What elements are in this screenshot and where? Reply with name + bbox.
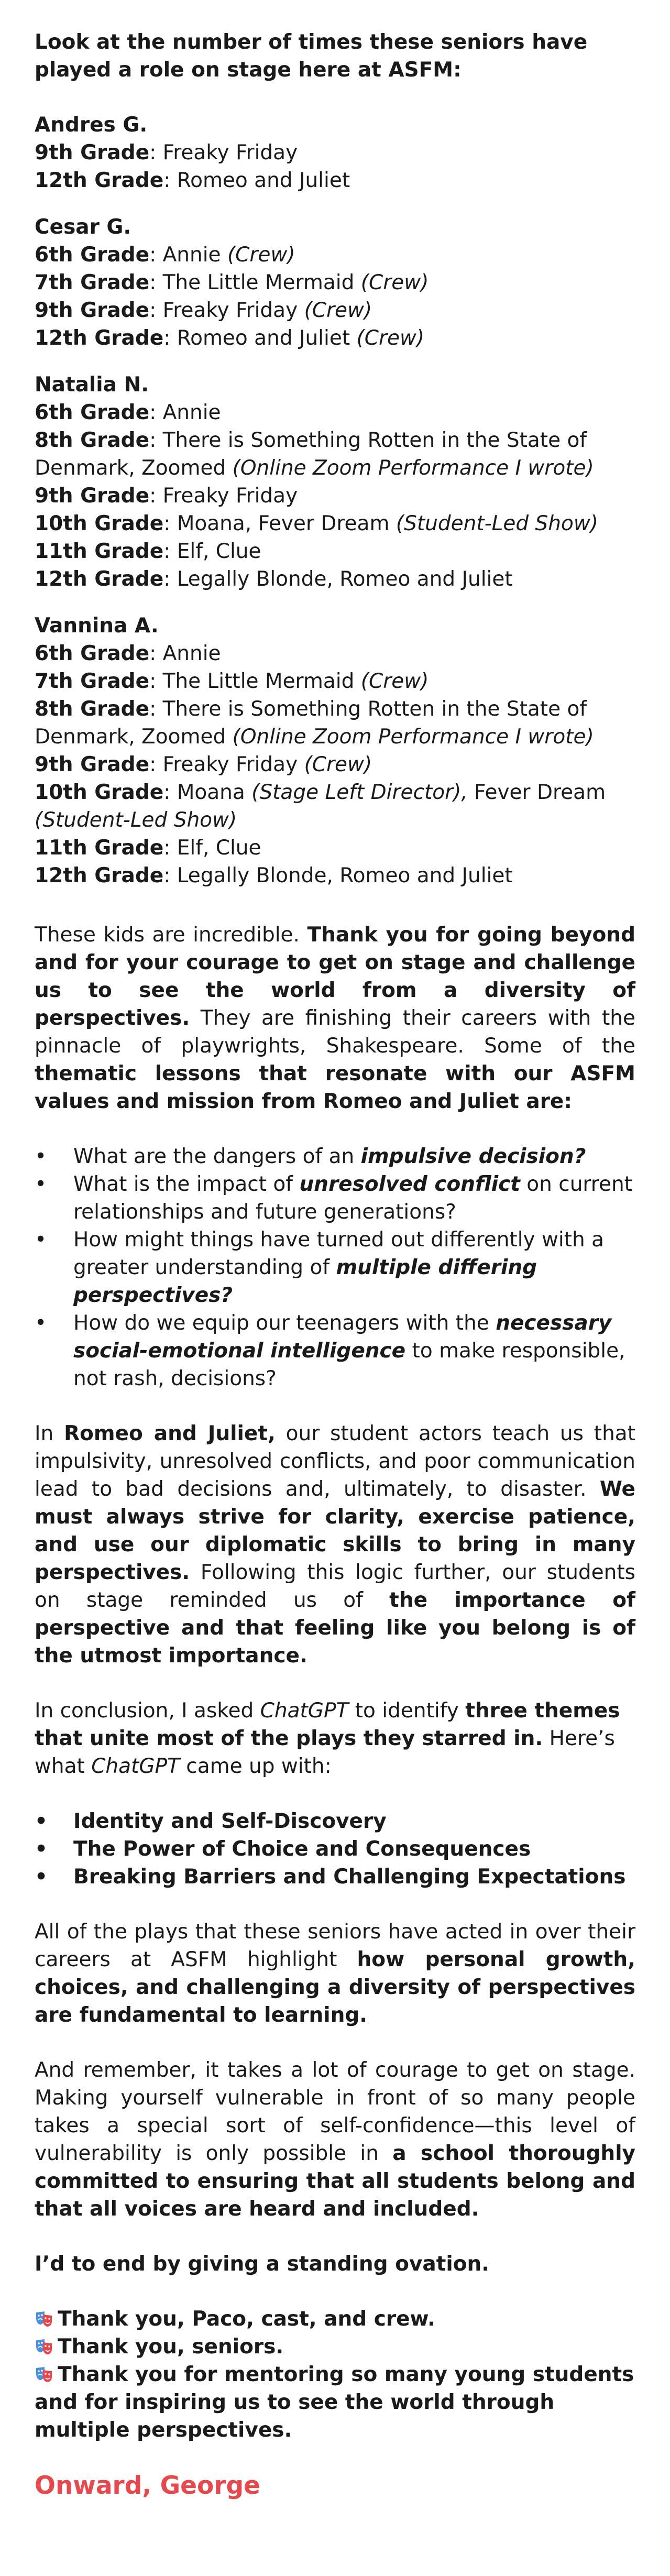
student-block — [35, 371, 635, 593]
grade-label: 11th Grade — [35, 836, 164, 860]
role-line: 10th Grade: Moana (Stage Left Director), Fever Dream (Student-Led Show) — [35, 781, 606, 832]
role-text: Freaky Friday — [162, 484, 298, 508]
role-line: 8th Grade: There is Something Rotten in the State of Denmark, Zoomed (Online Zoom Performance I wrote) — [35, 429, 594, 480]
paragraph-incredible — [35, 921, 635, 1115]
role-note: (Crew) — [227, 243, 295, 267]
question-text: What are the dangers of an — [73, 1145, 361, 1168]
role-line: 9th Grade: Freaky Friday — [35, 484, 298, 508]
grade-label: 9th Grade — [35, 753, 150, 776]
paragraph-plays — [35, 1918, 635, 2029]
bullet-icon: • — [35, 1228, 47, 1252]
signoff: Onward, George — [35, 2471, 261, 2500]
student-name: Vannina A. — [35, 614, 159, 638]
grade-label: 7th Grade — [35, 271, 150, 294]
grade-label: 10th Grade — [35, 781, 164, 804]
role-line: 12th Grade: Romeo and Juliet — [35, 169, 350, 192]
role-text: Elf, Clue — [177, 836, 261, 860]
role-text: Freaky Friday — [162, 299, 298, 322]
role-note: (Online Zoom Performance I wrote) — [232, 456, 594, 480]
question-text: How do we equip our teenagers with the — [73, 1311, 496, 1335]
role-text: Legally Blonde, Romeo and Juliet — [177, 864, 513, 887]
thanks-list — [35, 2305, 635, 2444]
role-text: Annie — [162, 401, 221, 424]
text-span: They are finishing their careers with the pinnacle of playwrights, Shakespeare. Some of the — [35, 1006, 635, 1058]
role-text: Annie — [162, 243, 221, 267]
role-text: Moana, Fever Dream — [177, 512, 390, 535]
role-text: The Little Mermaid — [162, 670, 355, 693]
paragraph-courage — [35, 2056, 635, 2223]
closing-text: I’d to end by giving a standing ovation. — [35, 2252, 490, 2276]
thanks-text: Thank you, Paco, cast, and crew. — [58, 2307, 435, 2331]
role-note: (Crew) — [356, 326, 425, 350]
role-line: 6th Grade: Annie (Crew) — [35, 243, 295, 267]
role-line: 8th Grade: There is Something Rotten in the State of Denmark, Zoomed (Online Zoom Performance I wrote) — [35, 697, 594, 749]
grade-label: 8th Grade — [35, 429, 150, 452]
question-emphasis: multiple differing perspectives? — [73, 1256, 537, 1307]
role-text: The Little Mermaid — [162, 271, 355, 294]
thanks-line — [35, 2333, 635, 2361]
text-span: All of the plays that these seniors have acted in over their careers at ASFM highlight — [35, 1920, 635, 1971]
role-line: 10th Grade: Moana, Fever Dream (Student-Led Show) — [35, 512, 598, 535]
grade-label: 8th Grade — [35, 697, 150, 721]
paragraph-romeo-juliet — [35, 1420, 635, 1670]
role-note: (Crew) — [360, 271, 429, 294]
question-item — [35, 1226, 635, 1309]
role-line: 6th Grade: Annie — [35, 642, 221, 665]
role-text: Fever Dream — [474, 781, 606, 804]
grade-label: 9th Grade — [35, 484, 150, 508]
role-line: 12th Grade: Legally Blonde, Romeo and Juliet — [35, 567, 513, 591]
bullet-icon: • — [35, 1145, 47, 1168]
student-block — [35, 111, 635, 194]
grade-label: 12th Grade — [35, 326, 164, 350]
question-item — [35, 1143, 635, 1170]
text-span: to identify — [348, 1699, 466, 1723]
text-span: Romeo and Juliet, — [64, 1422, 276, 1445]
role-line: 12th Grade: Legally Blonde, Romeo and Juliet — [35, 864, 513, 887]
bullet-icon: • — [35, 1837, 48, 1861]
text-span: And remember, it takes a lot of courage to get on stage. Making yourself vulnerable in front of so many people takes a special sort of self-confidence—this level of vulnerability is only possible in — [35, 2058, 635, 2165]
text-span: We must always strive for clarity, exercise patience, and use our diplomatic skills to bring in many perspectives. — [35, 1477, 635, 1584]
grade-label: 6th Grade — [35, 243, 150, 267]
text-span: how personal growth, choices, and challenging a diversity of perspectives are fundamental to learning. — [35, 1948, 636, 2027]
theme-item — [35, 1863, 635, 1891]
text-span: our student actors teach us that impulsivity, unresolved conflicts, and poor communication lead to bad decisions and, ultimately, to disaster. — [35, 1422, 635, 1501]
theme-text: The Power of Choice and Consequences — [73, 1837, 531, 1861]
question-text: on current relationships and future generations? — [73, 1172, 632, 1224]
role-note: (Crew) — [360, 670, 429, 693]
role-note: (Crew) — [304, 753, 372, 776]
theme-text: Identity and Self-Discovery — [73, 1810, 387, 1833]
question-text: How might things have turned out differently with a greater understanding of — [73, 1228, 605, 1279]
question-emphasis: impulsive decision? — [360, 1145, 586, 1168]
text-span: came up with: — [179, 1755, 332, 1778]
thanks-text: Thank you for mentoring so many young students and for inspiring us to see the world through multiple perspectives. — [35, 2363, 634, 2442]
question-text: What is the impact of — [73, 1172, 300, 1196]
role-text: Moana — [177, 781, 245, 804]
role-text: Legally Blonde, Romeo and Juliet — [177, 567, 513, 591]
performing-arts-icon — [35, 2363, 53, 2382]
role-line: 6th Grade: Annie — [35, 401, 221, 424]
grade-label: 12th Grade — [35, 864, 164, 887]
role-text: There is Something Rotten in the State of Denmark, Zoomed — [35, 697, 587, 749]
role-note: (Student-Led Show) — [396, 512, 598, 535]
role-text: Annie — [162, 642, 221, 665]
questions-list — [35, 1143, 635, 1393]
grade-label: 6th Grade — [35, 401, 150, 424]
grade-label: 9th Grade — [35, 141, 150, 165]
question-emphasis: necessary social-emotional intelligence — [73, 1311, 612, 1363]
text-span: the importance of perspective and that feeling like you belong is of the utmost importance. — [35, 1588, 635, 1668]
role-line: 7th Grade: The Little Mermaid (Crew) — [35, 271, 429, 294]
student-block — [35, 612, 635, 890]
text-span: three themes that unite most of the plays they starred in. — [35, 1699, 620, 1750]
question-item — [35, 1309, 635, 1393]
thanks-text: Thank you, seniors. — [58, 2335, 284, 2359]
text-span: In conclusion, I asked — [35, 1699, 260, 1723]
role-note: (Student-Led Show) — [35, 808, 237, 832]
student-block — [35, 213, 635, 352]
role-line: 12th Grade: Romeo and Juliet (Crew) — [35, 326, 425, 350]
role-line: 9th Grade: Freaky Friday (Crew) — [35, 753, 372, 776]
text-span: Following this logic further, our students on stage reminded us of — [35, 1561, 635, 1612]
theme-text: Breaking Barriers and Challenging Expectations — [73, 1865, 626, 1889]
performing-arts-icon — [35, 2308, 53, 2327]
grade-label: 12th Grade — [35, 169, 164, 192]
question-emphasis: unresolved conflict — [299, 1172, 520, 1196]
text-span: These kids are incredible. — [35, 923, 307, 947]
bullet-icon: • — [35, 1810, 48, 1833]
role-text: Romeo and Juliet — [177, 326, 350, 350]
role-text: Freaky Friday — [162, 753, 298, 776]
role-line: 9th Grade: Freaky Friday (Crew) — [35, 299, 372, 322]
text-span: a school thoroughly committed to ensuring that all students belong and that all voices are heard and included. — [35, 2142, 635, 2221]
question-text: to make responsible, not rash, decisions? — [73, 1339, 625, 1390]
students-list — [35, 111, 635, 890]
bullet-icon: • — [35, 1311, 47, 1335]
thanks-line — [35, 2305, 635, 2333]
text-span: Thank you for going beyond and for your courage to get on stage and challenge us to see the world from a diversity of perspectives. — [35, 923, 635, 1030]
themes-list — [35, 1807, 635, 1891]
grade-label: 12th Grade — [35, 567, 164, 591]
theme-item — [35, 1835, 635, 1863]
question-item — [35, 1170, 635, 1226]
role-text: There is Something Rotten in the State of Denmark, Zoomed — [35, 429, 587, 480]
intro-text: Look at the number of times these seniors have played a role on stage here at ASFM: — [35, 30, 588, 82]
student-name: Cesar G. — [35, 215, 131, 239]
role-note: (Crew) — [304, 299, 372, 322]
role-note: (Stage Left Director), — [251, 781, 468, 804]
text-span: Here’s what — [35, 1727, 615, 1778]
role-line: 11th Grade: Elf, Clue — [35, 540, 261, 563]
paragraph-conclusion — [35, 1697, 635, 1780]
bullet-icon: • — [35, 1865, 48, 1889]
grade-label: 9th Grade — [35, 299, 150, 322]
grade-label: 10th Grade — [35, 512, 164, 535]
grade-label: 11th Grade — [35, 540, 164, 563]
student-name: Natalia N. — [35, 373, 149, 397]
performing-arts-icon — [35, 2336, 53, 2354]
grade-label: 7th Grade — [35, 670, 150, 693]
student-name: Andres G. — [35, 113, 148, 137]
text-span: ChatGPT — [260, 1699, 349, 1723]
text-span: thematic lessons that resonate with our ASFM values and mission from Romeo and Juliet are: — [35, 1062, 635, 1113]
bullet-icon: • — [35, 1172, 47, 1196]
text-span: ChatGPT — [91, 1755, 180, 1778]
role-text: Elf, Clue — [177, 540, 261, 563]
grade-label: 6th Grade — [35, 642, 150, 665]
role-line: 11th Grade: Elf, Clue — [35, 836, 261, 860]
role-text: Romeo and Juliet — [177, 169, 350, 192]
role-line: 7th Grade: The Little Mermaid (Crew) — [35, 670, 429, 693]
role-note: (Online Zoom Performance I wrote) — [232, 725, 594, 749]
text-span: In — [35, 1422, 64, 1445]
role-text: Freaky Friday — [162, 141, 298, 165]
theme-item — [35, 1807, 635, 1835]
thanks-line — [35, 2361, 635, 2444]
role-line: 9th Grade: Freaky Friday — [35, 141, 298, 165]
